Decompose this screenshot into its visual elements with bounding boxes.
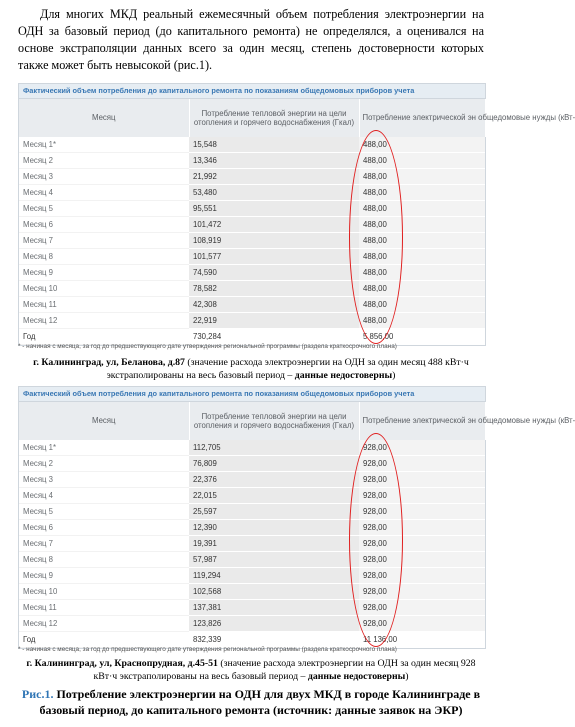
caption-conclusion: данные недостоверны: [307, 670, 406, 682]
table-caption: [18, 357, 484, 382]
consumption-grid: [19, 402, 575, 648]
month-cell: Месяц 1*: [19, 440, 189, 456]
electricity-cell: 928,00: [359, 552, 485, 568]
electricity-cell: 928,00: [359, 456, 485, 472]
intro-paragraph: Для многих МКД реальный ежемесячный объем потребления электроэнергии на ОДН за базовый период (до капитального ремонта) не определялся, а оценивался на основе экстраполяции данных всего за один месяц, степень достоверности которых также может быть невысокой (рис.1).: [18, 7, 484, 72]
caption-address: г. Калининград, ул, Беланова, д.87: [33, 357, 185, 368]
month-cell: Месяц 9: [19, 265, 189, 281]
electricity-cell: 928,00: [359, 440, 485, 456]
total-electricity: 5 856,00: [359, 329, 485, 345]
month-cell: Месяц 6: [19, 217, 189, 233]
month-cell: Месяц 5: [19, 504, 189, 520]
month-cell: Месяц 3: [19, 169, 189, 185]
month-cell: Месяц 2: [19, 153, 189, 169]
electricity-cell: 928,00: [359, 472, 485, 488]
heat-cell: 101,577: [189, 249, 359, 265]
heat-cell: 22,015: [189, 488, 359, 504]
caption-conclusion: данные недостоверны: [294, 369, 393, 381]
table-row: [19, 265, 485, 281]
figure-label: Рис.1.: [21, 687, 54, 701]
caption-note: (значение расхода электроэнергии на ОДН за один месяц 928 кВт·ч экстраполированы на весь базовый период –: [93, 658, 476, 682]
table-row: [19, 201, 485, 217]
caption-close: ): [392, 369, 396, 381]
table-row: [19, 488, 485, 504]
heat-cell: 112,705: [189, 440, 359, 456]
heat-cell: 12,390: [189, 520, 359, 536]
heat-cell: 21,992: [189, 169, 359, 185]
electricity-cell: 488,00: [359, 233, 485, 249]
heat-cell: 15,548: [189, 137, 359, 153]
table-row: [19, 249, 485, 265]
heat-cell: 53,480: [189, 185, 359, 201]
electricity-cell: 488,00: [359, 201, 485, 217]
electricity-cell: 928,00: [359, 520, 485, 536]
electricity-cell: 488,00: [359, 297, 485, 313]
month-cell: Месяц 12: [19, 313, 189, 329]
table-row: [19, 472, 485, 488]
heat-cell: 108,919: [189, 233, 359, 249]
electricity-cell: 928,00: [359, 616, 485, 632]
heat-cell: 78,582: [189, 281, 359, 297]
consumption-table-2: [18, 386, 575, 649]
month-cell: Месяц 11: [19, 600, 189, 616]
month-cell: Месяц 8: [19, 249, 189, 265]
month-cell: Месяц 4: [19, 185, 189, 201]
caption-address: г. Калининград, ул, Краснопрудная, д.45-51: [26, 658, 218, 669]
column-header-month: Месяц: [19, 402, 189, 440]
electricity-cell: 488,00: [359, 281, 485, 297]
table-row: [19, 456, 485, 472]
table-row: [19, 536, 485, 552]
table-row: [19, 233, 485, 249]
table-row: [19, 568, 485, 584]
table-row: [19, 552, 485, 568]
month-cell: Месяц 7: [19, 233, 189, 249]
month-cell: Месяц 12: [19, 616, 189, 632]
month-cell: Месяц 9: [19, 568, 189, 584]
heat-cell: 123,826: [189, 616, 359, 632]
total-label: Год: [19, 632, 189, 648]
electricity-cell: 488,00: [359, 313, 485, 329]
table-row: [19, 520, 485, 536]
table-row: [19, 504, 485, 520]
table-row: [19, 584, 485, 600]
heat-cell: 95,551: [189, 201, 359, 217]
table-title: Фактический объем потребления до капитального ремонта по показаниям общедомовых приборов учета: [19, 84, 485, 99]
table-row: [19, 600, 485, 616]
table-caption: [18, 658, 484, 683]
figure-caption-text: Потребление электроэнергии на ОДН для двух МКД в городе Калининграде в базовый период, до капитального ремонта (источник: данные заявок на ЭКР): [39, 687, 481, 717]
heat-cell: 19,391: [189, 536, 359, 552]
electricity-cell: 488,00: [359, 137, 485, 153]
table-row: [19, 169, 485, 185]
highlight-oval: [349, 130, 403, 344]
table-footnote: * - начиная с месяца, за год до предшествующего дате утверждения региональной программы (раздела краткосрочного плана): [18, 343, 397, 350]
caption-note: (значение расхода электроэнергии на ОДН за один месяц 488 кВт·ч экстраполированы на весь базовый период –: [106, 357, 469, 381]
month-cell: Месяц 11: [19, 297, 189, 313]
heat-cell: 13,346: [189, 153, 359, 169]
total-label: Год: [19, 329, 189, 345]
electricity-cell: 928,00: [359, 600, 485, 616]
table-row: [19, 153, 485, 169]
figure-caption: [18, 686, 484, 718]
table-row: [19, 137, 485, 153]
table-title: Фактический объем потребления до капитального ремонта по показаниям общедомовых приборов учета: [19, 387, 485, 402]
table-row: [19, 440, 485, 456]
heat-cell: 76,809: [189, 456, 359, 472]
heat-cell: 137,381: [189, 600, 359, 616]
month-cell: Месяц 7: [19, 536, 189, 552]
electricity-cell: 928,00: [359, 504, 485, 520]
column-header-month: Месяц: [19, 99, 189, 137]
consumption-table-1: [18, 83, 575, 346]
heat-cell: 22,376: [189, 472, 359, 488]
total-electricity: 11 136,00: [359, 632, 485, 648]
month-cell: Месяц 1*: [19, 137, 189, 153]
heat-cell: 119,294: [189, 568, 359, 584]
total-heat: 730,284: [189, 329, 359, 345]
table-row: [19, 185, 485, 201]
electricity-cell: 488,00: [359, 169, 485, 185]
heat-cell: 102,568: [189, 584, 359, 600]
electricity-cell: 488,00: [359, 217, 485, 233]
month-cell: Месяц 10: [19, 584, 189, 600]
heat-cell: 57,987: [189, 552, 359, 568]
month-cell: Месяц 10: [19, 281, 189, 297]
electricity-cell: 488,00: [359, 249, 485, 265]
electricity-cell: 928,00: [359, 488, 485, 504]
electricity-cell: 488,00: [359, 153, 485, 169]
electricity-cell: 488,00: [359, 185, 485, 201]
total-heat: 832,339: [189, 632, 359, 648]
electricity-cell: 928,00: [359, 568, 485, 584]
month-cell: Месяц 8: [19, 552, 189, 568]
electricity-cell: 488,00: [359, 265, 485, 281]
month-cell: Месяц 6: [19, 520, 189, 536]
caption-close: ): [405, 670, 409, 682]
electricity-cell: 928,00: [359, 536, 485, 552]
electricity-cell: 928,00: [359, 584, 485, 600]
heat-cell: 74,590: [189, 265, 359, 281]
table-footnote: * - начиная с месяца, за год до предшествующего дате утверждения региональной программы (раздела краткосрочного плана): [18, 646, 397, 653]
table-row: [19, 616, 485, 632]
month-cell: Месяц 5: [19, 201, 189, 217]
highlight-oval: [349, 433, 403, 647]
column-header-heat: Потребление тепловой энергии на цели отопления и горячего водоснабжения (Гкал): [189, 402, 359, 440]
table-row: [19, 313, 485, 329]
month-cell: Месяц 2: [19, 456, 189, 472]
consumption-grid: [19, 99, 575, 345]
column-header-heat: Потребление тепловой энергии на цели отопления и горячего водоснабжения (Гкал): [189, 99, 359, 137]
column-header-electricity: Потребление электрической эн общедомовые нужды (кВт-: [359, 99, 485, 137]
month-cell: Месяц 4: [19, 488, 189, 504]
table-row: [19, 281, 485, 297]
heat-cell: 22,919: [189, 313, 359, 329]
month-cell: Месяц 3: [19, 472, 189, 488]
heat-cell: 42,308: [189, 297, 359, 313]
heat-cell: 101,472: [189, 217, 359, 233]
table-row: [19, 217, 485, 233]
table-row: [19, 297, 485, 313]
column-header-electricity: Потребление электрической эн общедомовые нужды (кВт-: [359, 402, 485, 440]
heat-cell: 25,597: [189, 504, 359, 520]
